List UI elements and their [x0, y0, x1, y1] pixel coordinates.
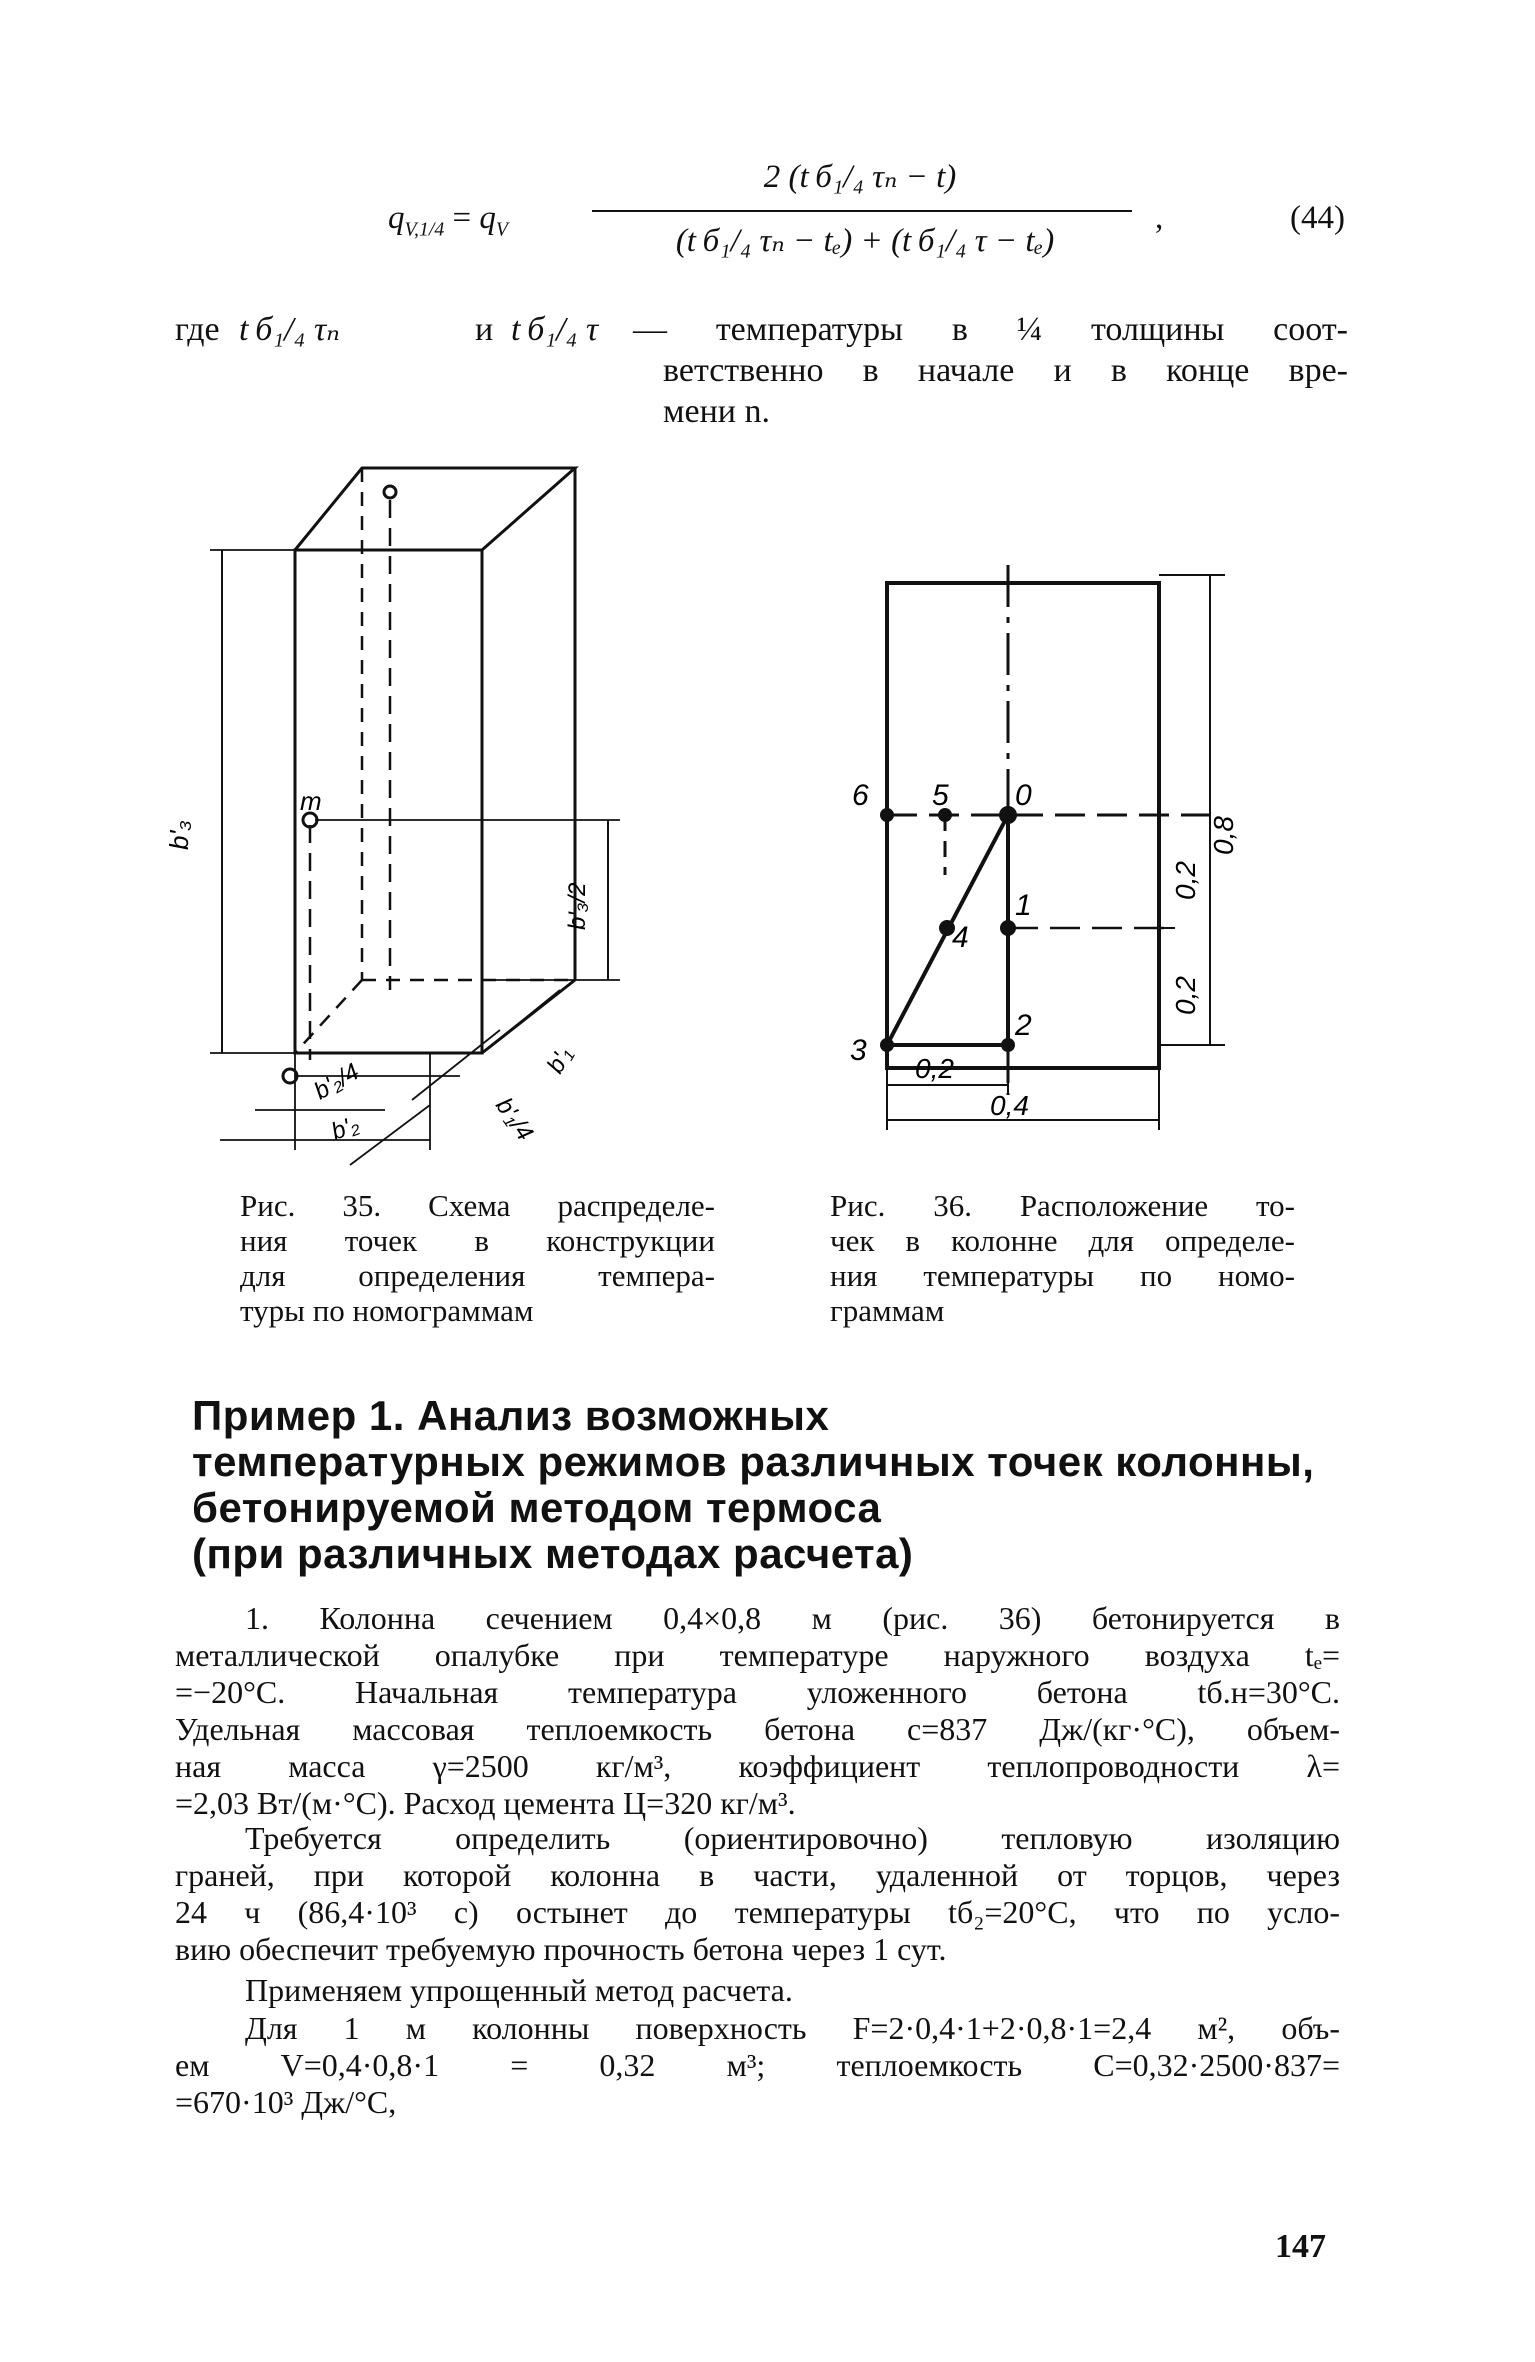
equation-number: (44) [1290, 200, 1345, 236]
label-b2-quarter: b'₂/4 [309, 1058, 364, 1106]
column-front-face [295, 550, 482, 1053]
text-line: Применяем упрощенный метод расчета. [245, 1972, 793, 2008]
caption35-line: ния точек в конструкции [240, 1223, 715, 1258]
caption36-line: ния температуры по номо- [830, 1258, 1295, 1293]
label-point-2: 2 [1015, 1009, 1032, 1042]
paragraph-3 [245, 1972, 1340, 2009]
label-point-6: 6 [852, 779, 869, 812]
where-and: и [475, 311, 494, 348]
figure-36-diagram [840, 555, 1240, 1155]
point-top [384, 486, 396, 498]
where-symbol2: t б₁/₄ τ [511, 311, 599, 348]
formula-denominator: (t б₁/₄ τₙ − tₑ) + (t б₁/₄ τ − tₑ) [675, 223, 1055, 259]
where-block [175, 312, 1350, 442]
where-gde: где [175, 311, 220, 348]
text-line: =−20°C. Начальная температура уложенного бетона tб.н=30°C. [175, 1674, 1340, 1710]
formula-lhs: $q_{V,1/4} = q_V$ [388, 200, 508, 241]
caption35-line: туры по номограммам [240, 1293, 534, 1328]
heading-line: (при различных методах расчета) [192, 1530, 914, 1577]
fraction-bar [592, 210, 1132, 212]
caption35-line: для определения темпера- [240, 1258, 715, 1293]
formula-44 [380, 150, 1380, 290]
figure-35-diagram [164, 450, 640, 1170]
heading-line: температурных режимов различных точек колонны, [192, 1438, 1315, 1485]
label-point-4: 4 [952, 921, 969, 954]
caption36-line: граммам [830, 1293, 945, 1328]
label-point-3: 3 [850, 1034, 867, 1067]
figure-36-caption [830, 1188, 1295, 1328]
dim-label-08: 0,8 [1208, 816, 1239, 855]
label-b3-half: b'₃/2 [564, 882, 591, 930]
label-point-0: 0 [1015, 779, 1032, 812]
text-line: =2,03 Вт/(м·°С). Расход цемента Ц=320 кг/м³. [175, 1785, 796, 1821]
text-line: 24 ч (86,4·10³ с) остынет до температуры tб₂=20°С, что по усло- [175, 1894, 1340, 1930]
formula-numerator: 2 (t б₁/₄ τₙ − t) [763, 159, 957, 195]
text-line: граней, при которой колонна в части, удаленной от торцов, через [175, 1857, 1340, 1893]
figure-35-caption [240, 1188, 715, 1328]
caption35-line: Рис. 35. Схема распределе- [240, 1188, 715, 1223]
point-1 [1000, 920, 1016, 936]
text-line: Требуется определить (ориентировочно) тепловую изоляцию [245, 1820, 1340, 1856]
text-line: ная масса γ=2500 кг/м³, коэффициент теплопроводности λ= [175, 1748, 1340, 1784]
label-b1: b'₁ [541, 1042, 578, 1078]
example-heading [192, 1393, 1342, 1577]
label-point-5: 5 [932, 779, 949, 812]
label-point-1: 1 [1015, 889, 1032, 922]
dim-label-02-lower: 0,2 [1170, 976, 1201, 1015]
text-line: =670·10³ Дж/°С, [175, 2084, 397, 2120]
label-b3: b'₃ [164, 820, 194, 850]
text-line: 1. Колонна сечением 0,4×0,8 м (рис. 36) бетонируется в [245, 1600, 1340, 1636]
where-line2: ветственно в начале и в конце вре- [663, 352, 1348, 389]
dim-label-02-upper: 0,2 [1170, 861, 1201, 900]
point-2 [1001, 1038, 1015, 1052]
where-symbol1: t б₁/₄ τₙ [239, 311, 340, 348]
where-line3: мени n. [663, 393, 770, 430]
heading-line: Пример 1. Анализ возможных [192, 1392, 830, 1439]
label-b1-quarter: b'₁/4 [490, 1092, 539, 1146]
column-top-face [295, 468, 575, 550]
dim-label-04: 0,4 [990, 1090, 1029, 1121]
paragraph-1 [175, 1600, 1340, 1822]
text-line: Для 1 м колонны поверхность F=2·0,4·1+2·0,8·1=2,4 м², объ- [245, 2010, 1340, 2046]
text-line: металлической опалубке при температуре наружного воздуха tₑ= [175, 1637, 1340, 1673]
where-line1: — температуры в ¼ толщины соот- [633, 311, 1348, 348]
heading-line: бетонируемой методом термоса [192, 1484, 882, 1531]
paragraph-4 [175, 2010, 1340, 2121]
point-6 [880, 808, 894, 822]
label-m: m [300, 786, 322, 816]
label-b2: b'₂ [327, 1110, 363, 1146]
text-line: Удельная массовая теплоемкость бетона c=837 Дж/(кг·°С), объем- [175, 1711, 1340, 1747]
point-3 [880, 1038, 894, 1052]
text-line: ем V=0,4·0,8·1 = 0,32 м³; теплоемкость C=0,32·2500·837= [175, 2047, 1340, 2083]
caption36-line: чек в колонне для определе- [830, 1223, 1295, 1258]
paragraph-2 [175, 1820, 1340, 1968]
column-section [887, 583, 1159, 1068]
formula-comma: , [1155, 200, 1164, 236]
text-line: вию обеспечит требуемую прочность бетона через 1 сут. [175, 1931, 947, 1967]
page-number: 147 [1275, 2228, 1326, 2265]
dim-label-02-bottom: 0,2 [915, 1053, 954, 1084]
caption36-line: Рис. 36. Расположение то- [830, 1188, 1295, 1223]
